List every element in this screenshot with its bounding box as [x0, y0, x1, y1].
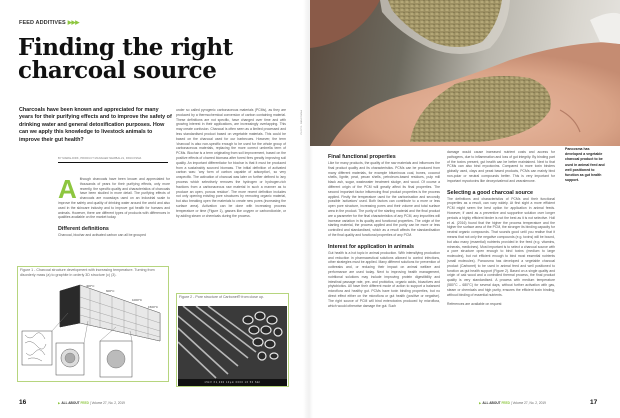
body-column-3: [328, 154, 440, 308]
section-label-text: FEED ADDITIVES: [19, 20, 66, 26]
issue-info: | Volume 27, No. 2, 2019: [89, 401, 125, 405]
heading-different-definitions: Different definitions: [58, 226, 109, 233]
article-standfirst: Charcoals have been known and appreciated for many years for their purifying effects and to improve the safety of drinking water and general detoxification purposes. How can we apply this knowledge to livestock animals to improve their gut health?: [19, 107, 172, 143]
svg-text:400°C: 400°C: [86, 284, 95, 288]
body-column-1: [58, 174, 170, 238]
section-arrows-icon: ▶▶▶: [67, 20, 79, 26]
toxin-paragraph: damage would cause increased nutrient costs and access for pathogens, due to inflammation and loss of gut integrity. By binding part of the toxins present, gut health can be better maintained. Next to that PCMs can also bind mycotoxins. Compared to more toxin binders globally used, clays and yeast based products, PCMs can mainly bind non-polar or neutral compounds better. This is very important for important mycotoxins like deoxynivalenol and zearalenone.: [447, 150, 555, 183]
figure-2-caption: Figure 2 - Pore structure of Carbonet® from close up.: [179, 295, 264, 299]
heading-final-functional-properties: Final functional properties: [328, 154, 396, 160]
magazine-name: ALL ABOUT: [61, 401, 80, 405]
dropcap: A: [58, 174, 77, 204]
selecting-paragraph: The definitions and characteristics of PCMs and their functional properties as a result, can vary widely. At first sight a more efficient PCM might seem the best option for application in animal feeds. However, if used as a preventive and supportive solution over longer periods a highly efficient binder is not the best as it is not selective. Holl et al. (2016) found that the higher the process temperature and the higher the surface area of the PCM, the stronger its binding capacity for neutral organic compounds. That sounds good until you realise that it means that not only the negative compounds (e.g. toxins) will be bound, but also many (essential) nutrients provided in the feed (e.g. vitamins, minerals, medicines). Most important is to select a charcoal source with a pore structure open enough to bind toxins (medium to large molecules), but not efficient enough to bind most essential nutrients (small molecules). Pancosma has developed a vegetable charcoal product (Carbonet) to be used in animal feed and well positioned to function as gut health support (Figure 2). Based on a single quality and origin of oak wood and a controlled thermal process, the final product quality is very standardised. A process with medium temperature (580°C – 680°C) for several days, without further activation with gas, steam or chemicals and high purity, ensures the efficient toxin binding, without binding of essential nutrients.: [447, 196, 555, 297]
svg-text:600°C: 600°C: [106, 289, 115, 293]
pull-quote: Pancosma has developed a vegetable charcoal product to be used in animal feed and well positioned to function as gut health support.: [565, 147, 605, 183]
issue-info-right: | Volume 27, No. 2, 2019: [510, 401, 546, 405]
figure-1: [17, 266, 169, 382]
magazine-name-feed-right: FEED: [501, 401, 510, 405]
sem-micrograph-image: [178, 306, 287, 386]
definitions-paragraph: Charcoal, biochar and activated carbon can all be grouped: [58, 233, 146, 238]
svg-text:1500°C: 1500°C: [148, 305, 159, 309]
body-column-2: under so called pyrogenic carbonaceous materials (PCMs), as they are produced by a thermochemical conversion of carbon containing material. These definitions are not specific, have changed over time and with growing interest in their applications, are increasingly overlapping. This may create confusion. Charcoal is often seen as a limited processed and less standardised product based on vegetable materials. This could be based on the charcoal used for our barbecues. However, the term 'charcoal' is also non-specific enough to be used for the whole group of carbonaceous materials, replacing the more correct umbrella term of PCMs. Biochar is a term originating from soil improvement, based on the positive effects of charred biomass after forest fires greatly improving soil quality. An important differentiator for biochar is that it must be produced from a sustainably sourced biomass. The initial definition of activated carbon was: 'any form of carbon capable of adsorption', so very unspecific. The activation of charcoal was later on further defined to 'any process which selectively removes the hydrogen or hydrogen-rich fractions from a carbonaceous raw material in such a manner as to produce an open, porous residue'. The more recent definition includes not only opening existing pore structures by removing organic material, but also breaking open the materials to create new pores (increasing the surface area). Activation can be done with increasing process temperature or time (Figure 1), gasses like oxygen or carbondioxide, or by adding steam or chemicals during the process.: [176, 108, 286, 218]
figure-2: [176, 293, 289, 387]
svg-text:1000°C: 1000°C: [132, 298, 143, 302]
pore-structure-graphic: [178, 306, 287, 379]
final-properties-paragraph: Like for many products, the quality of the raw materials and influences the final product quality and its characteristics. PCMs can be produced from many different materials, for example bituminous coal, bones, coconut shells, lignite, peat, pecan shells, petroleum-based residues, pulp mill black ash, sugar, wastewater treatment sludge, and wood. Of course a different origin of the PCM will greatly affect its final properties. The second important factor influencing final product properties is the process applied. Firstly the temperature used for the carbonisation and secondly possible 'activators' used. Both factors can contribute to a more or less open pore structure, increasing pores and their volume and total surface area in the product. The purity of the starting material and the final product are a parameter for the final characteristics of any PCM, any impurities will increase variation in its quality and functional properties. The origin of the starting material, the process applied and the purity can be more or less controlled and standardised, which as a result affects the standardisation of the final quality and functional properties of any PCM.: [328, 161, 440, 237]
pellets-in-hand-illustration: [310, 0, 620, 146]
section-label: [19, 20, 79, 26]
sem-scale-bar: 15kV X1,000 10µm 0000 16 50 SEI: [178, 379, 287, 386]
heading-selecting-charcoal: Selecting a good charcoal source: [447, 189, 533, 196]
page-number-right: 17: [590, 399, 598, 406]
intro-paragraph: lthough charcoals have been known and appreciated for thousands of years for their purifying effects, only more recently, the specific quality and characteristics of charcoals have been studied in more detail. The purifying effects of charcoals are nowadays used on an industrial scale to improve the safety and quality of drinking water around the world and also used in the skincare industry and to improve gut health for humans and animals. However, there are different types of products with differences in qualities available on the market today.: [58, 177, 170, 220]
footer-arrow-icon-right: ▶: [479, 401, 482, 405]
footer-arrow-icon: ▶: [58, 401, 61, 405]
title-line-1: Finding the right: [18, 34, 233, 61]
footer-magazine-left: [58, 401, 125, 405]
figure-1-caption: Figure 1 - Charcoal structure development with increasing temperature. Turning from disorderly mass (a) to graphite in orderly 3D structure (c) (3).: [20, 268, 155, 277]
charcoal-structure-diagram: [20, 283, 166, 379]
heading-interest-animals: Interest for application in animals: [328, 243, 414, 250]
magazine-name-right: ALL ABOUT: [482, 401, 501, 405]
page-number-left: 16: [19, 399, 27, 406]
article-title: [18, 36, 308, 82]
feed-pellets-photo: [310, 0, 620, 146]
footer-magazine-right: [479, 401, 546, 405]
interest-paragraph: Gut health is a hot topic in animal production. With intensifying production and reduction in pharmaceutical solutions allowed to control infections, other strategies must be applied. Many different solutions for prevention of outbreaks and, or reducing their impact on animal welfare and performance are used today. Next to improving health management, nutritional solutions may include improving protein digestibility and intestinal passage rate, pre- and probiotics, organic acids, bioactives and phytobiotics. All have their different mode of action to support a balanced microflora and healthy gut. PCMs have toxin binding properties, but no direct effect either on the microflora or gut health (positive or negative). The right source of PCM will bind enterotoxins produced by microflora, which would otherwise damage the gut. Such: [328, 250, 440, 308]
references-note: References are available on request: [447, 302, 502, 307]
body-column-4: [447, 150, 555, 307]
magazine-name-feed: FEED: [80, 401, 89, 405]
photo-credit: PHOTO: PANCOSMA: [301, 110, 303, 135]
title-line-2: charcoal source: [18, 57, 217, 84]
byline: BY MARIE-DIRK, PRODUCT MANAGER NEWBALLS, PANCOSMA: [58, 157, 168, 163]
